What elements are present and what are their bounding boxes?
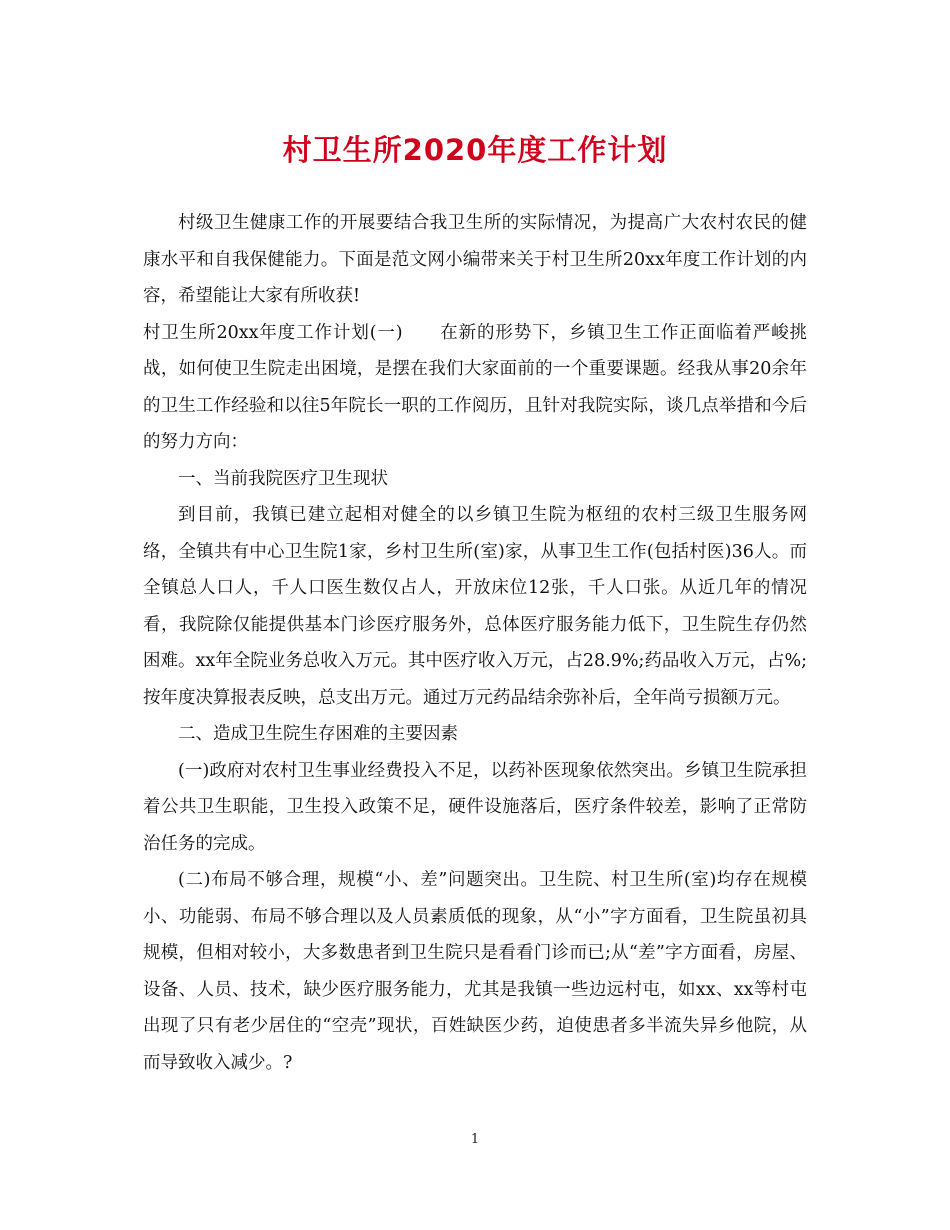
document-body [143, 205, 807, 1081]
page-title: 村卫生所2020年度工作计划 [282, 133, 668, 167]
page-number: 1 [470, 1132, 480, 1147]
factor-one-paragraph: (一)政府对农村卫生事业经费投入不足，以药补医现象依然突出。乡镇卫生院承担着公共卫生职能，卫生投入政策不足，硬件设施落后，医疗条件较差，影响了正常防治任务的完成。 [143, 760, 807, 854]
plan-one-paragraph: 村卫生所20xx年度工作计划(一) 在新的形势下，乡镇卫生工作正面临着严峻挑战，如何使卫生院走出困境，是摆在我们大家面前的一个重要课题。经我从事20余年的卫生工作经验和以往5年院长一职的工作阅历，且针对我院实际，谈几点举措和今后的努力方向： [143, 322, 807, 452]
factor-two-paragraph: (二)布局不够合理，规模“小、差”问题突出。卫生院、村卫生所(室)均存在规模小、功能弱、布局不够合理以及人员素质低的现象，从“小”字方面看，卫生院虽初具规模，但相对较小，大多数患者到卫生院只是看看门诊而已;从“差”字方面看，房屋、设备、人员、技术，缺少医疗服务能力，尤其是我镇一些边远村屯，如xx、xx等村屯出现了只有老少居住的“空壳”现状，百姓缺医少药，迫使患者多半流失异乡他院，从而导致收入减少。? [143, 870, 807, 1073]
section-heading-1: 一、当前我院医疗卫生现状 [178, 468, 388, 489]
section-heading-2: 二、造成卫生院生存困难的主要因素 [178, 724, 458, 744]
intro-paragraph: 村级卫生健康工作的开展要结合我卫生所的实际情况，为提高广大农村农民的健康水平和自我保健能力。下面是范文网小编带来关于村卫生所20xx年度工作计划的内容，希望能让大家有所收获! [143, 213, 807, 306]
status-paragraph: 到目前，我镇已建立起相对健全的以乡镇卫生院为枢纽的农村三级卫生服务网络，全镇共有中心卫生院1家，乡村卫生所(室)家，从事卫生工作(包括村医)36人。而全镇总人口人，千人口医生数仅占人，开放床位12张，千人口张。从近几年的情况看，我院除仅能提供基本门诊医疗服务外，总体医疗服务能力低下，卫生院生存仍然困难。xx年全院业务总收入万元。其中医疗收入万元，占28.9%;药品收入万元，占%;按年度决算报表反映，总支出万元。通过万元药品结余弥补后，全年尚亏损额万元。 [143, 505, 807, 708]
